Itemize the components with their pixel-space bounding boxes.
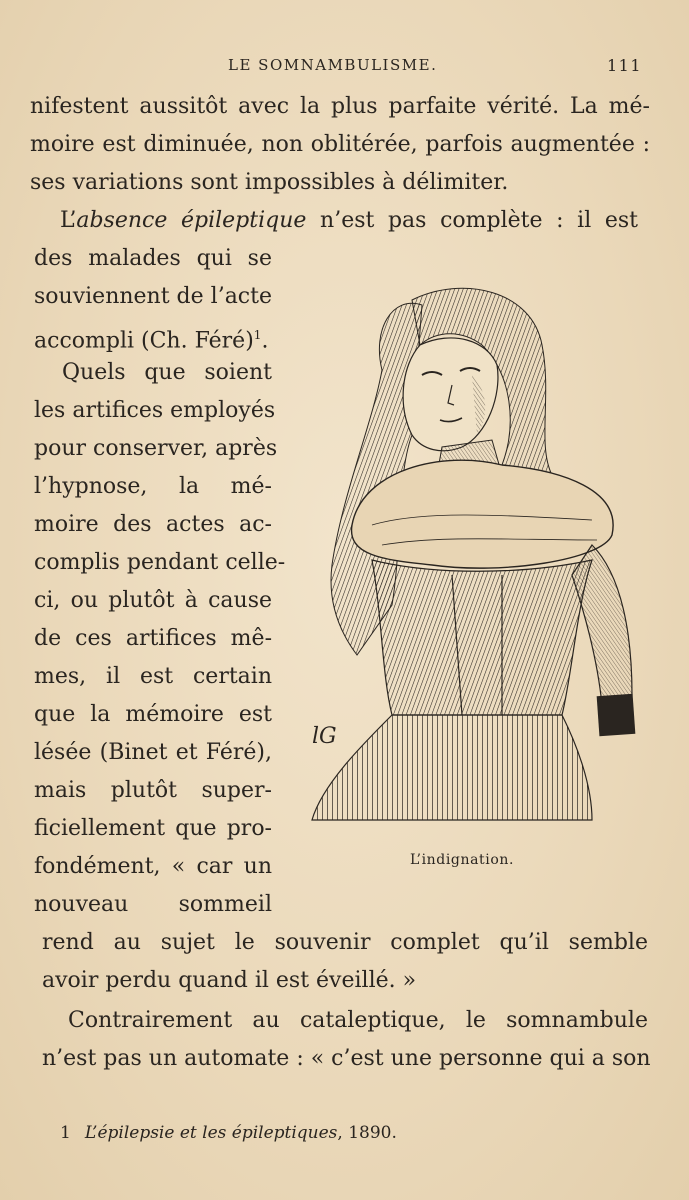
text-line: l’hypnose, la mé- — [34, 474, 272, 499]
text-line: ci, ou plutôt à cause — [34, 588, 272, 613]
text-line: nifestent aussitôt avec la plus parfaite vérité. La mé- — [30, 94, 650, 119]
text-line: de ces artifices mê- — [34, 626, 272, 651]
figure-caption: L’indignation. — [410, 852, 515, 868]
running-title: LE SOMNAMBULISME. — [228, 56, 438, 74]
text-line: Quels que soient — [62, 360, 272, 385]
text-line: moire est diminuée, non oblitérée, parfois augmentée : — [30, 132, 650, 157]
running-head — [0, 56, 689, 80]
text-line: avoir perdu quand il est éveillé. » — [42, 968, 417, 993]
footnote — [60, 1122, 660, 1144]
text-line: des malades qui se — [34, 246, 272, 271]
footnote-ref: 1 — [253, 328, 262, 342]
text-line: pour conserver, après — [34, 436, 278, 461]
text-line: complis pendant celle- — [34, 550, 286, 575]
text-line: fondément, « car un — [34, 854, 272, 879]
text-line: ficiellement que pro- — [34, 816, 272, 841]
text-line: souviennent de l’acte — [34, 284, 272, 309]
svg-text:lG: lG — [312, 724, 337, 749]
text-run: L’ — [60, 208, 77, 233]
text-line: mais plutôt super- — [34, 778, 272, 803]
text-line: rend au sujet le souvenir complet qu’il semble — [42, 930, 648, 955]
footnote-title: L’épilepsie et les épileptiques — [84, 1123, 338, 1143]
footnote-year: , 1890. — [337, 1123, 397, 1143]
illustration-woman-indignation — [302, 275, 644, 835]
text-line — [60, 206, 638, 236]
text-line: nouveau sommeil — [34, 892, 272, 917]
footnote-number: 1 — [60, 1123, 71, 1143]
text-line: n’est pas un automate : « c’est une personne qui a son — [42, 1046, 651, 1071]
text-line: les artifices employés — [34, 398, 276, 423]
text-line — [34, 320, 272, 354]
text-line: mes, il est certain — [34, 664, 272, 689]
text-line: Contrairement au cataleptique, le somnambule — [68, 1008, 648, 1033]
text-line: que la mémoire est — [34, 702, 272, 727]
page-number: 111 — [607, 56, 643, 75]
text-line: ses variations sont impossibles à délimiter. — [30, 170, 509, 195]
text-line: moire des actes ac- — [34, 512, 272, 537]
text-run: accompli (Ch. Féré) — [34, 328, 254, 354]
italic-term: absence épileptique — [76, 208, 307, 233]
text-run: . — [261, 328, 269, 354]
text-line: lésée (Binet et Féré), — [34, 740, 272, 765]
text-run: n’est pas complète : il est — [306, 208, 639, 233]
